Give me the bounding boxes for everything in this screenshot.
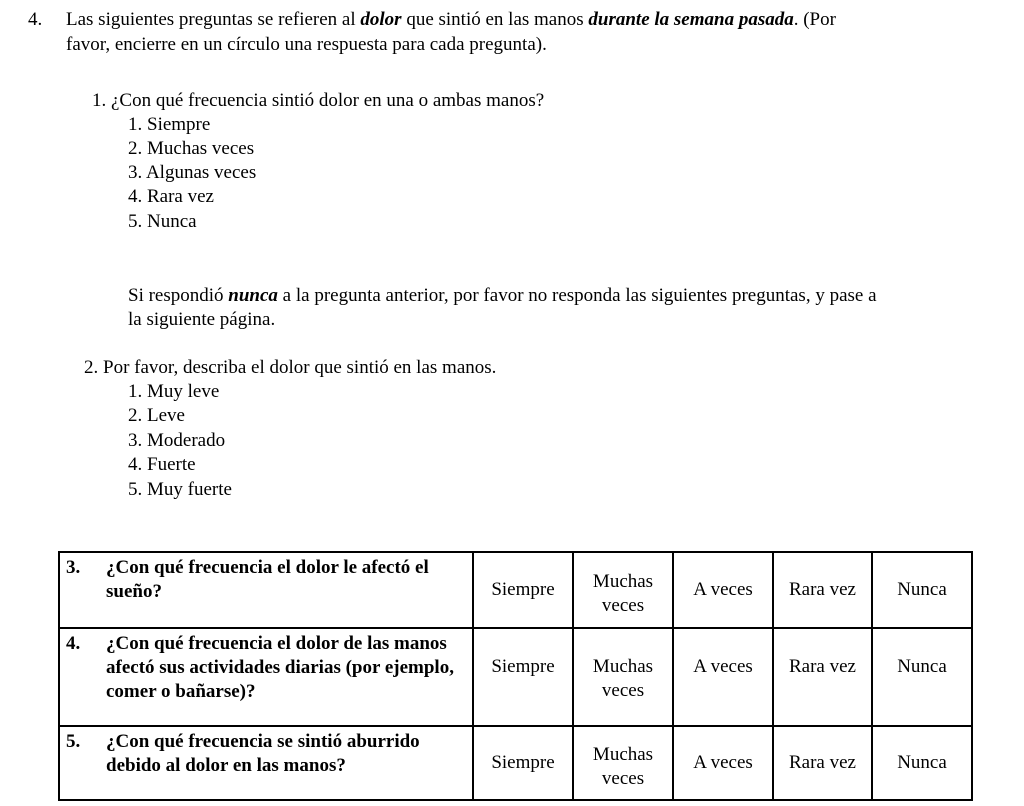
answer-rara-vez[interactable]: Rara vez	[773, 628, 872, 726]
question-1-option[interactable]: 3. Algunas veces	[128, 162, 257, 183]
question-cell	[59, 726, 473, 800]
intro-text-a: Las siguientes preguntas se refieren al	[66, 9, 361, 30]
intro-text-c: . (Por	[793, 9, 836, 30]
answer-rara-vez[interactable]: Rara vez	[773, 726, 872, 800]
answer-nunca[interactable]: Nunca	[872, 726, 972, 800]
intro-text-b: que sintió en las manos	[401, 9, 589, 30]
answer-a-veces[interactable]: A veces	[673, 628, 773, 726]
skip-note-line-2: la siguiente página.	[128, 309, 276, 330]
question-1-prompt: 1. ¿Con qué frecuencia sintió dolor en una o ambas manos?	[92, 90, 545, 111]
question-2-option[interactable]: 3. Moderado	[128, 430, 226, 451]
intro-line-2: favor, encierre en un círculo una respuesta para cada pregunta).	[66, 34, 547, 55]
intro-emphasis-dolor: dolor	[360, 9, 402, 30]
answer-rara-vez[interactable]: Rara vez	[773, 552, 872, 628]
answer-a-veces[interactable]: A veces	[673, 726, 773, 800]
question-text: ¿Con qué frecuencia se sintió aburrido debido al dolor en las manos?	[106, 731, 420, 776]
section-number: 4.	[28, 9, 43, 30]
question-text: ¿Con qué frecuencia el dolor le afectó el sueño?	[106, 557, 429, 602]
answer-siempre[interactable]: Siempre	[473, 552, 573, 628]
question-cell	[59, 628, 473, 726]
question-1-option[interactable]: 1. Siempre	[128, 114, 211, 135]
skip-note-text-a: Si respondió	[128, 285, 229, 306]
question-number: 3.	[66, 557, 81, 578]
skip-note-text-b: a la pregunta anterior, por favor no responda las siguientes preguntas, y pase a	[277, 285, 877, 306]
table-row	[59, 552, 972, 628]
question-number: 5.	[66, 731, 81, 752]
skip-note-emphasis: nunca	[228, 285, 278, 306]
answer-nunca[interactable]: Nunca	[872, 552, 972, 628]
table-row	[59, 628, 972, 726]
answer-muchas-veces[interactable]: Muchas veces	[573, 726, 673, 800]
intro-emphasis-semana: durante la semana pasada	[588, 9, 794, 30]
answer-nunca[interactable]: Nunca	[872, 628, 972, 726]
question-1-option[interactable]: 4. Rara vez	[128, 186, 214, 207]
question-text: ¿Con qué frecuencia el dolor de las manos afectó sus actividades diarias (por ejemplo, comer o bañarse)?	[106, 633, 454, 702]
question-2-prompt: 2. Por favor, describa el dolor que sintió en las manos.	[84, 357, 497, 378]
answer-a-veces[interactable]: A veces	[673, 552, 773, 628]
answer-siempre[interactable]: Siempre	[473, 628, 573, 726]
answer-muchas-veces[interactable]: Muchas veces	[573, 552, 673, 628]
question-1-option[interactable]: 5. Nunca	[128, 211, 197, 232]
question-number: 4.	[66, 633, 81, 654]
intro-line-1	[66, 9, 836, 31]
answer-muchas-veces[interactable]: Muchas veces	[573, 628, 673, 726]
question-2-option[interactable]: 2. Leve	[128, 405, 185, 426]
question-2-option[interactable]: 1. Muy leve	[128, 381, 220, 402]
frequency-table	[58, 551, 973, 801]
skip-note-line-1	[128, 285, 877, 307]
table-row	[59, 726, 972, 800]
question-1-option[interactable]: 2. Muchas veces	[128, 138, 255, 159]
question-2-option[interactable]: 4. Fuerte	[128, 454, 196, 475]
question-cell	[59, 552, 473, 628]
question-2-option[interactable]: 5. Muy fuerte	[128, 479, 232, 500]
answer-siempre[interactable]: Siempre	[473, 726, 573, 800]
